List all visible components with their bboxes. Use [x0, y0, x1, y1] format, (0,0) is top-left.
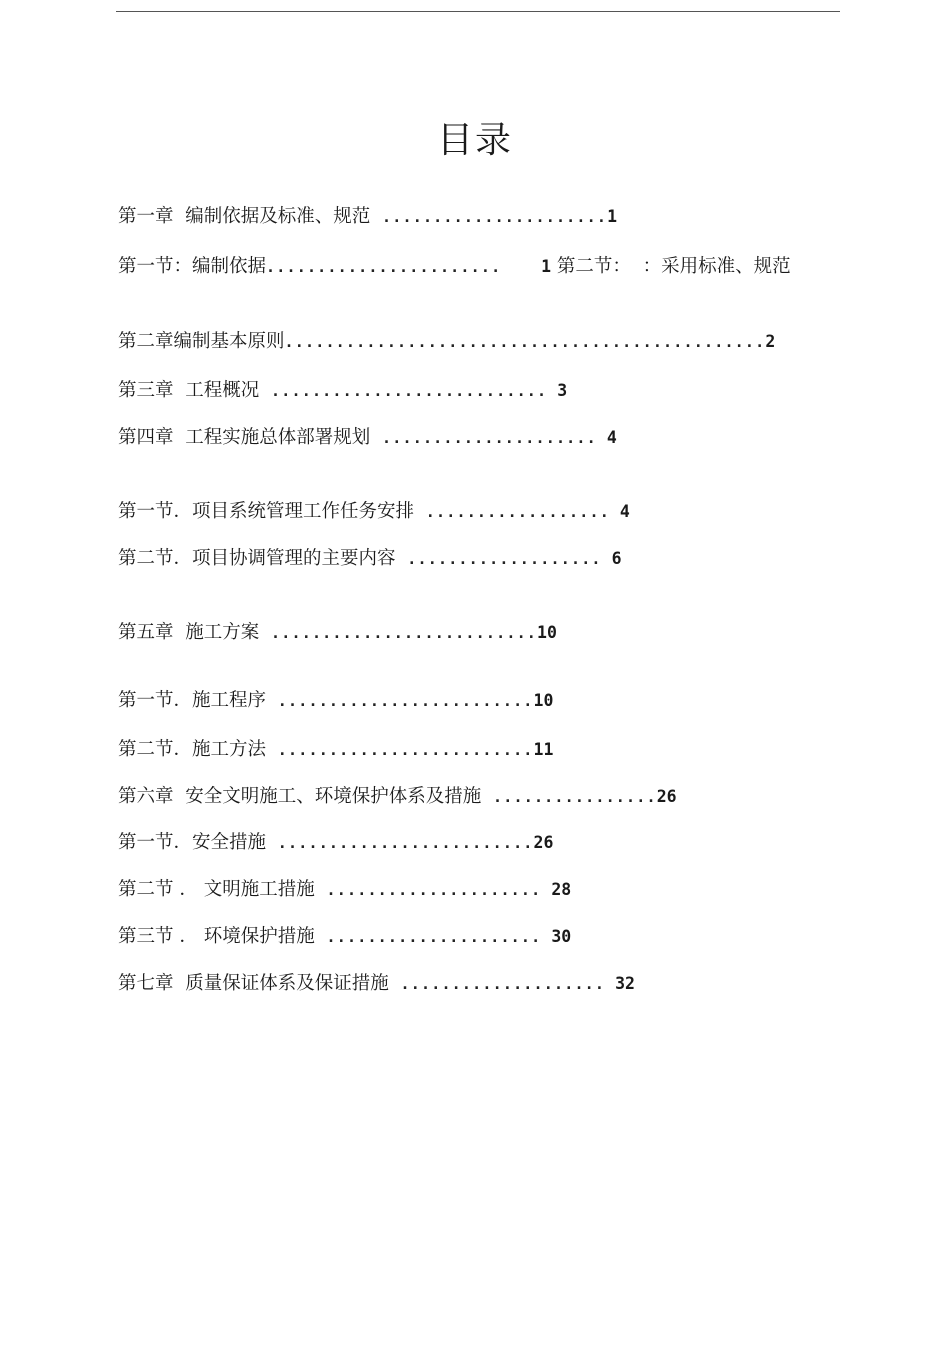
toc-leader-dots: .........................	[277, 692, 534, 710]
toc-entry-label: 第一节．项目系统管理工作任务安排	[118, 501, 426, 522]
toc-entry-label: 第七章 质量保证体系及保证措施	[118, 973, 401, 994]
toc-page-number: 1	[607, 207, 618, 226]
toc-leader-dots: ..........................	[271, 624, 538, 642]
toc-entry-chapter-2[interactable]	[118, 330, 775, 354]
toc-page-number: 26	[533, 833, 554, 852]
toc-leader-dots: .........................	[277, 834, 534, 852]
toc-page-number: 11	[533, 740, 554, 759]
toc-entry-label: 第五章 施工方案	[118, 622, 272, 643]
toc-leader-dots: .......................	[266, 258, 502, 276]
toc-entry-chapter-6[interactable]	[118, 785, 677, 809]
toc-entry-label-continued: 第二节： ：采用标准、规范	[551, 256, 791, 277]
toc-page-number: 3	[547, 381, 568, 400]
toc-entry-label: 第一章 编制依据及标准、规范	[118, 206, 383, 227]
toc-leader-dots: .....................	[382, 429, 597, 447]
toc-entry-label: 第二节．施工方法	[118, 739, 278, 760]
toc-entry-label: 第三节 ． 环境保护措施	[118, 926, 327, 947]
toc-entry-label: 第四章 工程实施总体部署规划	[118, 427, 383, 448]
toc-entry-section-4-1[interactable]	[118, 500, 630, 524]
toc-entry-chapter-3[interactable]	[118, 379, 567, 403]
toc-entry-section-5-1[interactable]	[118, 689, 553, 713]
toc-entry-section-5-2[interactable]	[118, 738, 553, 762]
toc-page-number: 30	[541, 927, 572, 946]
toc-entry-label: 第三章 工程概况	[118, 380, 272, 401]
toc-entry-section-6-3[interactable]	[118, 925, 571, 949]
toc-page-number: 1	[501, 257, 551, 276]
toc-leader-dots: ...............................................	[284, 333, 766, 351]
toc-leader-dots: ....................	[400, 975, 606, 993]
toc-entry-chapter-7[interactable]	[118, 972, 635, 996]
toc-entry-label: 第二节．项目协调管理的主要内容	[118, 548, 408, 569]
toc-entry-section-6-1[interactable]	[118, 831, 553, 855]
toc-leader-dots: ......................	[382, 208, 608, 226]
toc-page-number: 4	[609, 502, 630, 521]
toc-leader-dots: ..................	[425, 503, 610, 521]
toc-leader-dots: .........................	[277, 741, 534, 759]
toc-entry-section-6-2[interactable]	[118, 878, 571, 902]
toc-entry-chapter-4[interactable]	[118, 426, 617, 450]
toc-leader-dots: .....................	[326, 928, 542, 946]
toc-page-number: 32	[605, 974, 635, 993]
toc-leader-dots: .....................	[326, 881, 542, 899]
toc-entry-label: 第六章 安全文明施工、环境保护体系及措施	[118, 786, 494, 807]
toc-page-number: 28	[541, 880, 572, 899]
toc-entry-chapter-5[interactable]	[118, 621, 557, 645]
toc-entry-section-1-1[interactable]	[118, 255, 791, 279]
toc-entry-section-4-2[interactable]	[118, 547, 622, 571]
toc-entry-label: 第二章编制基本原则	[118, 331, 285, 352]
toc-entry-label: 第一节．安全措施	[118, 832, 278, 853]
toc-title: 目录	[436, 120, 513, 161]
toc-entry-label: 第一节：编制依据	[118, 256, 267, 277]
toc-page-number: 10	[533, 691, 554, 710]
toc-leader-dots: ................	[493, 788, 657, 806]
toc-page-number: 10	[537, 623, 557, 642]
toc-leader-dots: ...........................	[271, 382, 548, 400]
toc-leader-dots: ...................	[407, 550, 602, 568]
toc-entry-label: 第一节．施工程序	[118, 690, 278, 711]
toc-page-number: 26	[656, 787, 677, 806]
header-rule	[116, 11, 840, 12]
toc-entry-label: 第二节 ． 文明施工措施	[118, 879, 327, 900]
toc-page-number: 2	[765, 332, 776, 351]
toc-page-number: 6	[601, 549, 622, 568]
toc-page-number: 4	[596, 428, 617, 447]
toc-entry-chapter-1[interactable]	[118, 205, 617, 229]
